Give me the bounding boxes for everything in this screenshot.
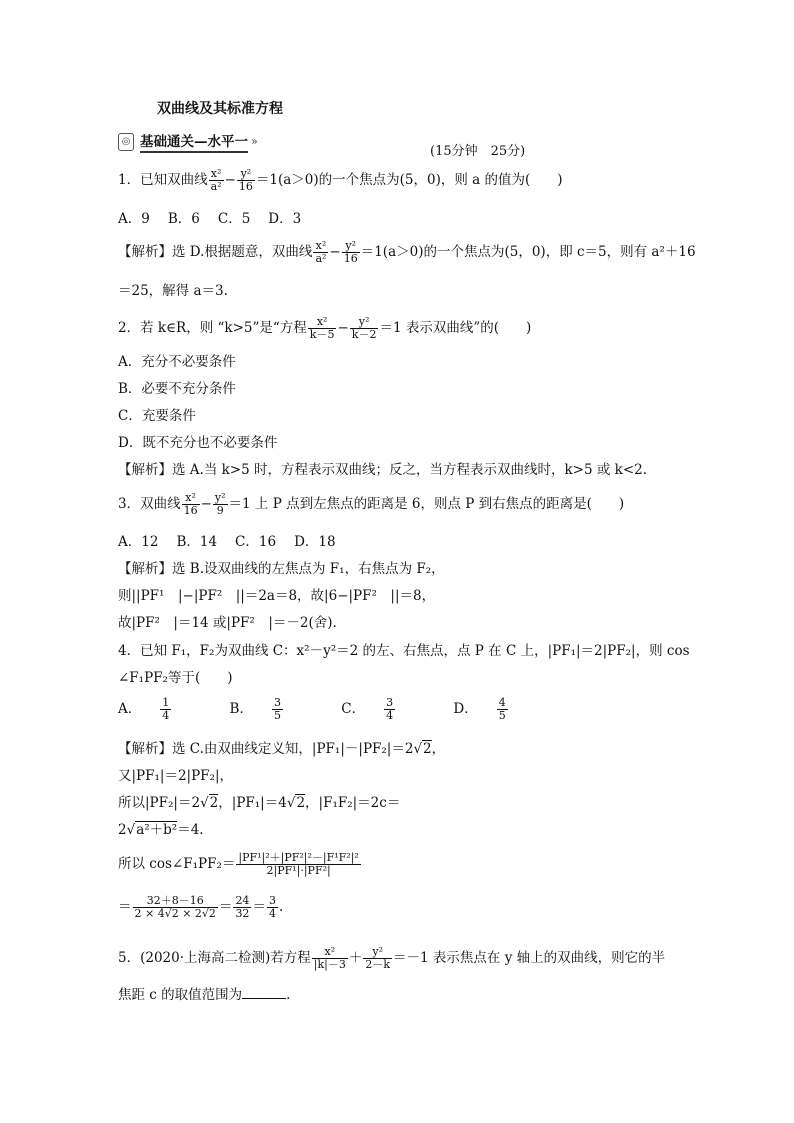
double-chevron-icon: »: [251, 135, 258, 148]
question-4-options: A． $\frac{1}{4}$ B． $\frac{3}{5}$ C． $\frac{3}{4}$ D． $\frac{4}{5}$: [118, 696, 506, 722]
lightbulb-icon: ◎: [118, 133, 134, 151]
section-label: 基础通关—水平一: [140, 130, 248, 153]
question-4-solution-line3: 所以|PF₂|＝2√2，|PF₁|＝4√2，|F₁F₂|＝2c＝: [118, 795, 401, 811]
question-3-options: A．12 B．14 C．16 D．18: [118, 534, 336, 550]
question-2-solution: 【解析】选 A.当 k>5 时，方程表示双曲线；反之，当方程表示双曲线时，k>5 或 k<2.: [118, 462, 648, 478]
question-3-solution-line3: 故|PF² |＝14 或|PF² |＝－2(舍).: [118, 615, 337, 631]
time-note: (15分钟 25分): [430, 144, 526, 159]
question-3: 3．双曲线 $\frac{\text{x²}}{16}$ − $\frac{\text{y²}}{9}$ ＝1 上 P 点到左焦点的距离是 6，则点 P 到右焦点的距离是( ): [118, 491, 625, 517]
question-4: 4．已知 F₁，F₂为双曲线 C：x²－y²＝2 的左、右焦点，点 P 在 C 上，|PF₁|＝2|PF₂|，则 cos: [118, 643, 690, 659]
question-1-solution-line2: ＝25，解得 a＝3.: [118, 283, 228, 299]
question-1-solution: 【解析】选 D.根据题意，双曲线 $\frac{\text{x²}}{\text{a²}}$ − $\frac{\text{y²}}{16}$ ＝1(a＞0)的一个焦点为(5，0)，即 c＝5，则有 a²＋16: [118, 239, 696, 265]
question-3-solution-line1: 【解析】选 B.设双曲线的左焦点为 F₁，右焦点为 F₂，: [118, 561, 445, 577]
question-2-option-a: A．充分不必要条件: [118, 354, 236, 370]
question-2-option-d: D．既不充分也不必要条件: [118, 435, 278, 451]
question-4-solution-line4: 2√a²＋b²＝4.: [118, 822, 204, 838]
question-4-line2: ∠F₁PF₂等于( ): [118, 670, 233, 686]
question-4-solution-line5: 所以 cos∠F₁PF₂＝ $\frac{\text{|PF¹|²＋|PF²|²－|F¹F²|²}}{\text{2|PF¹|·|PF²|}}$: [118, 851, 359, 877]
question-2-option-b: B．必要不充分条件: [118, 381, 236, 397]
question-2: 2．若 k∈R，则 “k>5”是“方程 $\frac{\text{x²}}{k-5}$ − $\frac{\text{y²}}{k-2}$ ＝1 表示双曲线”的( ): [118, 315, 532, 341]
section-banner: [118, 130, 258, 153]
question-4-solution-line6: ＝ $\frac{32+8-16}{2 \times 4√2 \times 2√2}$ ＝ $\frac{24}{32}$ ＝ $\frac{3}{4}$ .: [118, 894, 284, 920]
question-4-solution-line1: 【解析】选 C.由双曲线定义知，|PF₁|－|PF₂|＝2√2，: [118, 741, 446, 757]
question-5-line2: 焦距 c 的取值范围为 .: [118, 987, 291, 1003]
page-title: 双曲线及其标准方程: [157, 101, 283, 117]
question-3-solution-line2: 则||PF¹ |−|PF² ||＝2a＝8，故|6−|PF² ||＝8，: [118, 588, 436, 604]
question-1: 1．已知双曲线 $\frac{\text{x²}}{\text{a²}}$ − $\frac{\text{y²}}{16}$ ＝1(a＞0)的一个焦点为(5，0)，则 a 的值为( ): [118, 167, 563, 193]
question-4-solution-line2: 又|PF₁|＝2|PF₂|，: [118, 768, 234, 784]
answer-blank[interactable]: [242, 998, 286, 999]
question-2-option-c: C．充要条件: [118, 408, 196, 424]
question-1-options: A．9 B．6 C．5 D．3: [118, 211, 302, 227]
question-5: 5．(2020·上海高二检测)若方程 $\frac{\text{x²}}{|k|-3}$ ＋ $\frac{\text{y²}}{2-k}$ ＝－1 表示焦点在 y 轴上的双曲线，则它的半: [118, 945, 666, 971]
